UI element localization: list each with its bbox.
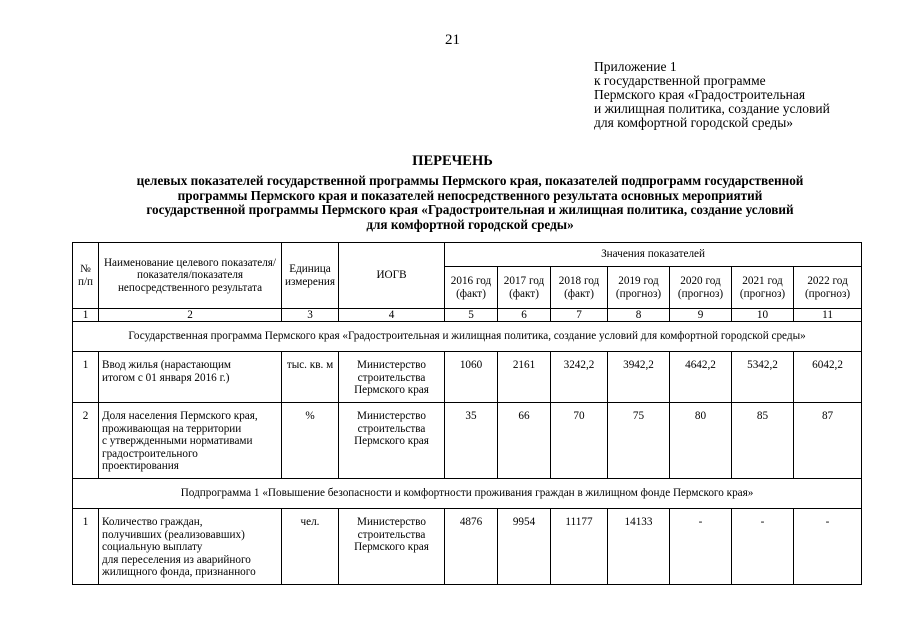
value-cell: 14133 xyxy=(608,509,670,585)
value-cell: 70 xyxy=(551,403,608,479)
indicator-name: Доля населения Пермского края, проживающая на территории с утвержденными нормативами градостроительного проектирования xyxy=(99,403,282,479)
header-year: 2022 год (прогноз) xyxy=(794,267,862,309)
column-number: 11 xyxy=(794,309,862,322)
column-number: 5 xyxy=(445,309,498,322)
org-cell: Министерство строительства Пермского края xyxy=(339,509,445,585)
indicators-table xyxy=(72,242,862,585)
column-number: 7 xyxy=(551,309,608,322)
header-org: ИОГВ xyxy=(339,243,445,309)
appendix-note: Приложение 1 к государственной программе Пермского края «Градостроительная и жилищная политика, создание условий для комфортной городской среды» xyxy=(594,59,830,130)
table-row xyxy=(73,509,862,585)
value-cell: 1060 xyxy=(445,352,498,403)
value-cell: 85 xyxy=(732,403,794,479)
header-unit: Единица измерения xyxy=(282,243,339,309)
value-cell: 3242,2 xyxy=(551,352,608,403)
value-cell: 35 xyxy=(445,403,498,479)
column-number: 9 xyxy=(670,309,732,322)
column-number: 4 xyxy=(339,309,445,322)
header-name: Наименование целевого показателя/показателя/показателя непосредственного результата xyxy=(99,243,282,309)
value-cell: 5342,2 xyxy=(732,352,794,403)
section-row xyxy=(73,322,862,352)
row-number: 1 xyxy=(73,509,99,585)
column-number: 10 xyxy=(732,309,794,322)
value-cell: 11177 xyxy=(551,509,608,585)
row-number: 1 xyxy=(73,352,99,403)
page-number: 21 xyxy=(445,32,460,48)
value-cell: - xyxy=(794,509,862,585)
header-values: Значения показателей xyxy=(445,243,862,267)
indicator-name: Количество граждан, получивших (реализовавших) социальную выплату для переселения из аварийного жилищного фонда, признанного xyxy=(99,509,282,585)
row-number: 2 xyxy=(73,403,99,479)
header-num: № п/п xyxy=(73,243,99,309)
value-cell: 6042,2 xyxy=(794,352,862,403)
section-heading: Государственная программа Пермского края «Градостроительная и жилищная политика, создание условий для комфортной городской среды» xyxy=(73,322,862,352)
org-cell: Министерство строительства Пермского края xyxy=(339,352,445,403)
value-cell: 2161 xyxy=(498,352,551,403)
document-title: ПЕРЕЧЕНЬ xyxy=(412,153,493,169)
unit-cell: % xyxy=(282,403,339,479)
table-row xyxy=(73,352,862,403)
header-year: 2021 год (прогноз) xyxy=(732,267,794,309)
unit-cell: тыс. кв. м xyxy=(282,352,339,403)
value-cell: - xyxy=(732,509,794,585)
value-cell: 80 xyxy=(670,403,732,479)
value-cell: 3942,2 xyxy=(608,352,670,403)
value-cell: 9954 xyxy=(498,509,551,585)
column-numbers-row xyxy=(73,309,862,322)
section-row xyxy=(73,479,862,509)
column-number: 2 xyxy=(99,309,282,322)
value-cell: - xyxy=(670,509,732,585)
header-year: 2017 год (факт) xyxy=(498,267,551,309)
value-cell: 87 xyxy=(794,403,862,479)
org-cell: Министерство строительства Пермского края xyxy=(339,403,445,479)
column-number: 3 xyxy=(282,309,339,322)
value-cell: 4642,2 xyxy=(670,352,732,403)
header-year: 2019 год (прогноз) xyxy=(608,267,670,309)
indicator-name: Ввод жилья (нарастающим итогом с 01 января 2016 г.) xyxy=(99,352,282,403)
column-number: 1 xyxy=(73,309,99,322)
header-year: 2020 год (прогноз) xyxy=(670,267,732,309)
value-cell: 66 xyxy=(498,403,551,479)
section-heading: Подпрограмма 1 «Повышение безопасности и комфортности проживания граждан в жилищном фонде Пермского края» xyxy=(73,479,862,509)
column-number: 8 xyxy=(608,309,670,322)
column-number: 6 xyxy=(498,309,551,322)
value-cell: 4876 xyxy=(445,509,498,585)
table-row xyxy=(73,403,862,479)
header-year: 2018 год (факт) xyxy=(551,267,608,309)
value-cell: 75 xyxy=(608,403,670,479)
document-subtitle: целевых показателей государственной программы Пермского края, показателей подпрограмм государственной программы Пермского края и показателей непосредственного результата основных мероприятий государственной программы Пермского края «Градостроительная и жилищная политика, создание условий для комфортной городской среды» xyxy=(136,173,804,232)
unit-cell: чел. xyxy=(282,509,339,585)
header-year: 2016 год (факт) xyxy=(445,267,498,309)
